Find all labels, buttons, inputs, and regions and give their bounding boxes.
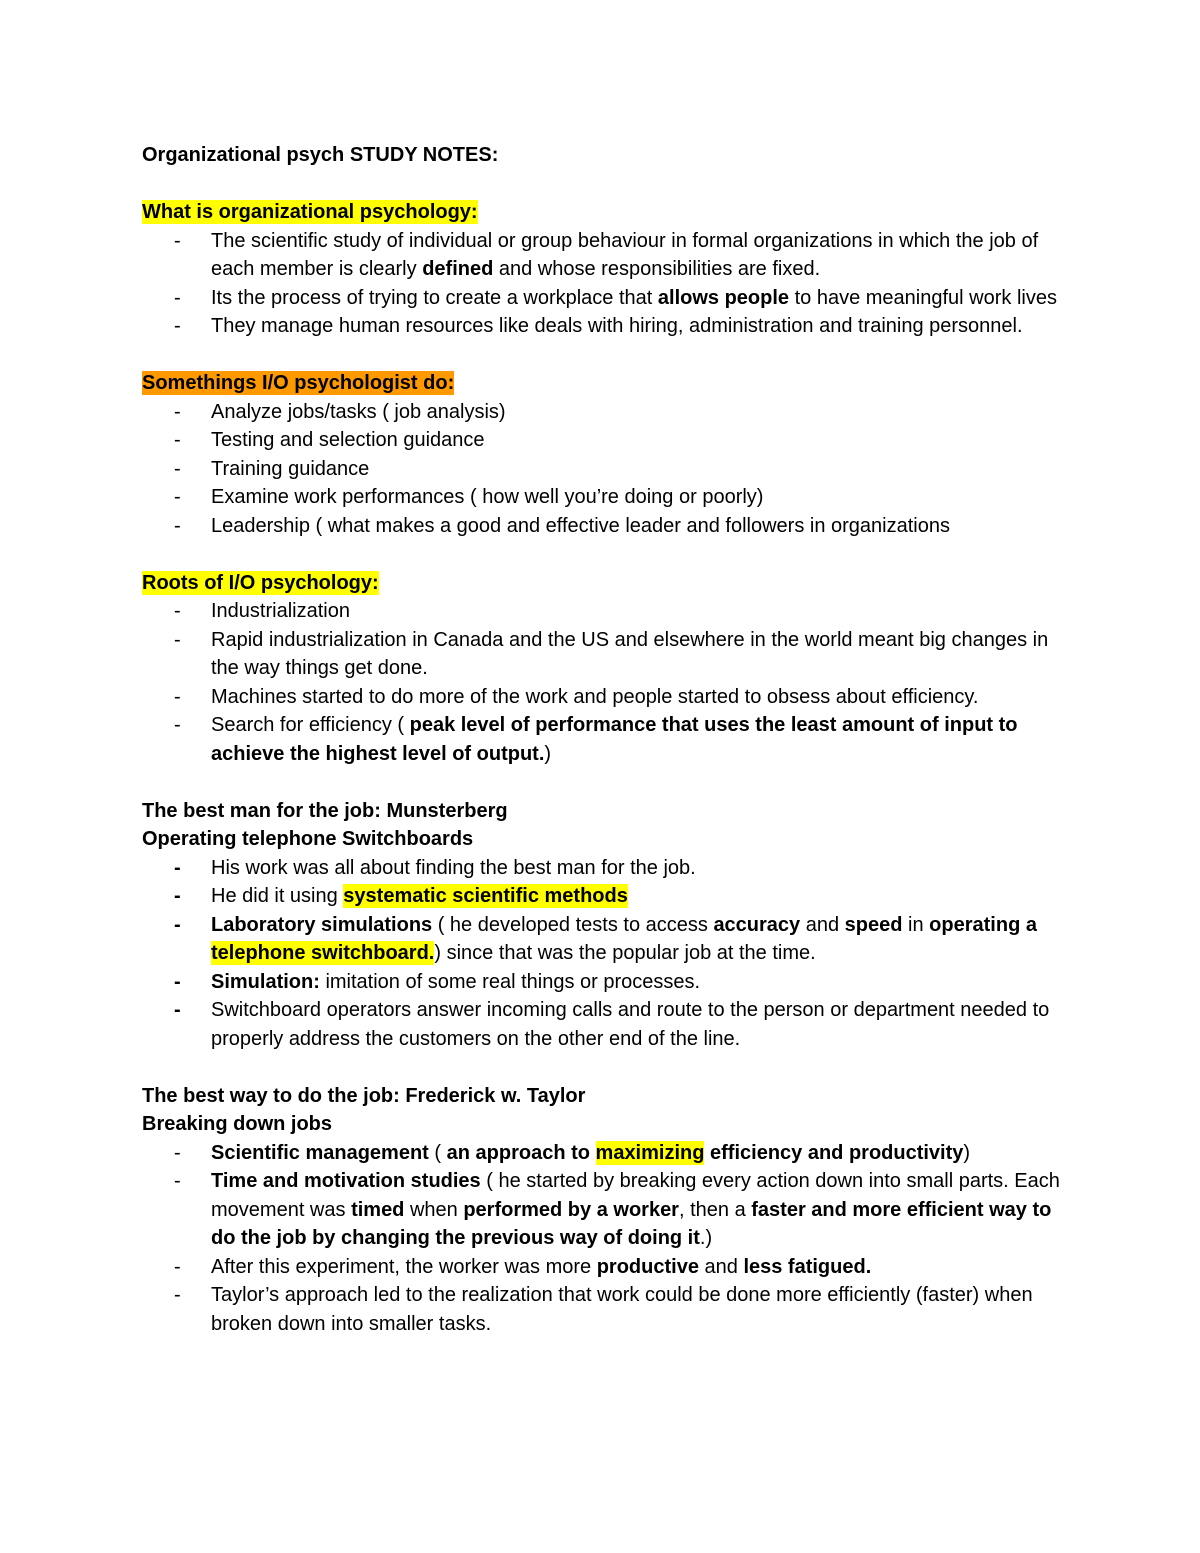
text-run: His work was all about finding the best man for the job. [211, 856, 696, 879]
section-heading [142, 797, 1072, 826]
document-title: Organizational psych STUDY NOTES: [142, 144, 499, 166]
dash-bullet: - [174, 856, 181, 879]
list-item [142, 398, 1072, 427]
list-item [142, 1167, 1072, 1253]
text-run: Testing and selection guidance [211, 429, 485, 451]
section-heading [142, 369, 1072, 398]
dash-bullet: - [174, 286, 181, 309]
text-run: The scientific study of individual or group behaviour in formal organizations in which the job of each member is clearly [211, 229, 1039, 280]
list-item [142, 284, 1072, 313]
list-item [142, 711, 1072, 768]
notes-section [142, 198, 1072, 341]
section-heading [142, 198, 1072, 227]
bullet-list [142, 398, 1072, 541]
dash-bullet: - [174, 970, 181, 993]
text-run: to have meaningful work lives [789, 286, 1057, 309]
text-run: .) [699, 1227, 713, 1249]
list-item [142, 911, 1072, 968]
text-run: Taylor’s approach led to the realization that work could be done more efficiently (faster) when broken down into smaller tasks. [211, 1284, 1033, 1335]
text-run: an approach to [446, 1141, 596, 1164]
text-run: Switchboard operators answer incoming calls and route to the person or department needed to properly address the customers on the other end of the line. [211, 999, 1050, 1050]
section-heading-text: What is organizational psychology: [142, 201, 478, 223]
list-item [142, 483, 1072, 512]
section-heading-text: The best way to do the job: Frederick w. Taylor [142, 1084, 586, 1107]
section-spacer [142, 341, 1072, 370]
section-heading [142, 569, 1072, 598]
text-run: less fatigued. [743, 1255, 872, 1278]
text-run: After this experiment, the worker was more [211, 1255, 597, 1278]
list-item [142, 1281, 1072, 1338]
text-run: and whose responsibilities are fixed. [493, 258, 821, 280]
text-run: , then a [678, 1198, 752, 1221]
text-run: Rapid industrialization in Canada and the US and elsewhere in the world meant big changes in the way things get done. [211, 628, 1049, 679]
text-run: They manage human resources like deals with hiring, administration and training personnel. [211, 315, 1023, 337]
text-run: Its the process of trying to create a workplace that [211, 286, 658, 309]
text-run: Machines started to do more of the work and people started to obsess about efficiency. [211, 685, 979, 708]
dash-bullet: - [174, 600, 181, 622]
text-run: efficiency and productivity [704, 1141, 964, 1164]
list-item [142, 227, 1072, 284]
notes-section [142, 797, 1072, 1054]
text-run: when [404, 1198, 464, 1221]
list-item [142, 854, 1072, 883]
text-run: and [698, 1255, 744, 1278]
section-spacer [142, 768, 1072, 797]
document-content [142, 141, 1072, 1338]
text-run: Leadership ( what makes a good and effective leader and followers in organizations [211, 514, 950, 537]
list-item [142, 597, 1072, 626]
dash-bullet: - [174, 714, 181, 736]
text-run: Industrialization [211, 600, 350, 622]
text-run: Scientific management [211, 1141, 429, 1164]
text-run: and [800, 913, 845, 936]
text-run: ) [963, 1141, 971, 1164]
dash-bullet: - [174, 229, 181, 252]
text-run: speed [844, 913, 903, 936]
dash-bullet: - [174, 685, 181, 708]
bullet-list [142, 854, 1072, 1054]
section-heading-text: Somethings I/O psychologist do: [142, 372, 455, 394]
text-run: peak level of performance that uses the least amount of input to achieve the highest level of output. [211, 714, 1018, 765]
section-heading-text: The best man for the job: Munsterberg [142, 799, 508, 822]
list-item [142, 512, 1072, 541]
list-item [142, 683, 1072, 712]
text-run: timed [351, 1198, 405, 1221]
bullet-list [142, 227, 1072, 341]
text-run: operating a [929, 913, 1037, 936]
text-run: allows people [657, 286, 790, 309]
list-item [142, 996, 1072, 1053]
list-item [142, 968, 1072, 997]
dash-bullet: - [174, 885, 181, 907]
text-run: ( he started by breaking every action down into small parts. Each movement was [211, 1170, 1060, 1221]
dash-bullet: - [174, 429, 181, 451]
dash-bullet: - [174, 1284, 181, 1306]
section-spacer [142, 540, 1072, 569]
text-run: Analyze jobs/tasks ( job analysis) [211, 400, 506, 423]
text-run: Laboratory simulations [211, 913, 433, 936]
text-run: productive [596, 1255, 699, 1278]
dash-bullet: - [174, 486, 181, 508]
bullet-list [142, 597, 1072, 768]
dash-bullet: - [174, 315, 181, 337]
text-run: ) since that was the popular job at the time. [434, 942, 816, 964]
text-run: faster and more efficient way to do the job by changing the previous way of doing it [211, 1198, 1052, 1249]
dash-bullet: - [174, 628, 181, 651]
notes-section [142, 1082, 1072, 1339]
dash-bullet: - [174, 1255, 181, 1278]
highlighted-text: systematic scientific methods [343, 885, 628, 907]
text-run: Simulation: [211, 970, 320, 993]
text-run: Time and motivation studies [211, 1170, 481, 1192]
section-heading-text: Roots of I/O psychology: [142, 571, 379, 594]
section-subheading: Breaking down jobs [142, 1113, 333, 1135]
list-item [142, 882, 1072, 911]
dash-bullet: - [174, 1170, 181, 1192]
dash-bullet: - [174, 999, 181, 1021]
text-run: ) [544, 742, 552, 765]
highlighted-text: maximizing [595, 1141, 705, 1164]
list-item [142, 312, 1072, 341]
dash-bullet: - [174, 514, 181, 537]
dash-bullet: - [174, 1141, 181, 1164]
section-spacer [142, 1053, 1072, 1082]
list-item [142, 626, 1072, 683]
text-run: accuracy [713, 913, 801, 936]
dash-bullet: - [174, 400, 181, 423]
text-run: defined [422, 258, 494, 280]
text-run: ( [428, 1141, 447, 1164]
sections-container [142, 170, 1072, 1339]
text-run: ( he developed tests to access [432, 913, 714, 936]
dash-bullet: - [174, 913, 181, 936]
text-run: He did it using [211, 885, 344, 907]
text-run: performed by a worker [463, 1198, 679, 1221]
text-run: Examine work performances ( how well you’re doing or poorly) [211, 486, 764, 508]
text-run: imitation of some real things or processes. [319, 970, 701, 993]
text-run: in [902, 913, 930, 936]
section-heading [142, 1082, 1072, 1111]
highlighted-text: telephone switchboard. [211, 942, 435, 964]
dash-bullet: - [174, 457, 181, 480]
section-subheading: Operating telephone Switchboards [142, 828, 474, 850]
list-item [142, 426, 1072, 455]
notes-section [142, 369, 1072, 540]
list-item [142, 455, 1072, 484]
list-item [142, 1139, 1072, 1168]
bullet-list [142, 1139, 1072, 1339]
section-spacer [142, 170, 1072, 199]
text-run: Search for efficiency ( [211, 714, 410, 736]
notes-section [142, 569, 1072, 769]
list-item [142, 1253, 1072, 1282]
text-run: Training guidance [211, 457, 370, 480]
